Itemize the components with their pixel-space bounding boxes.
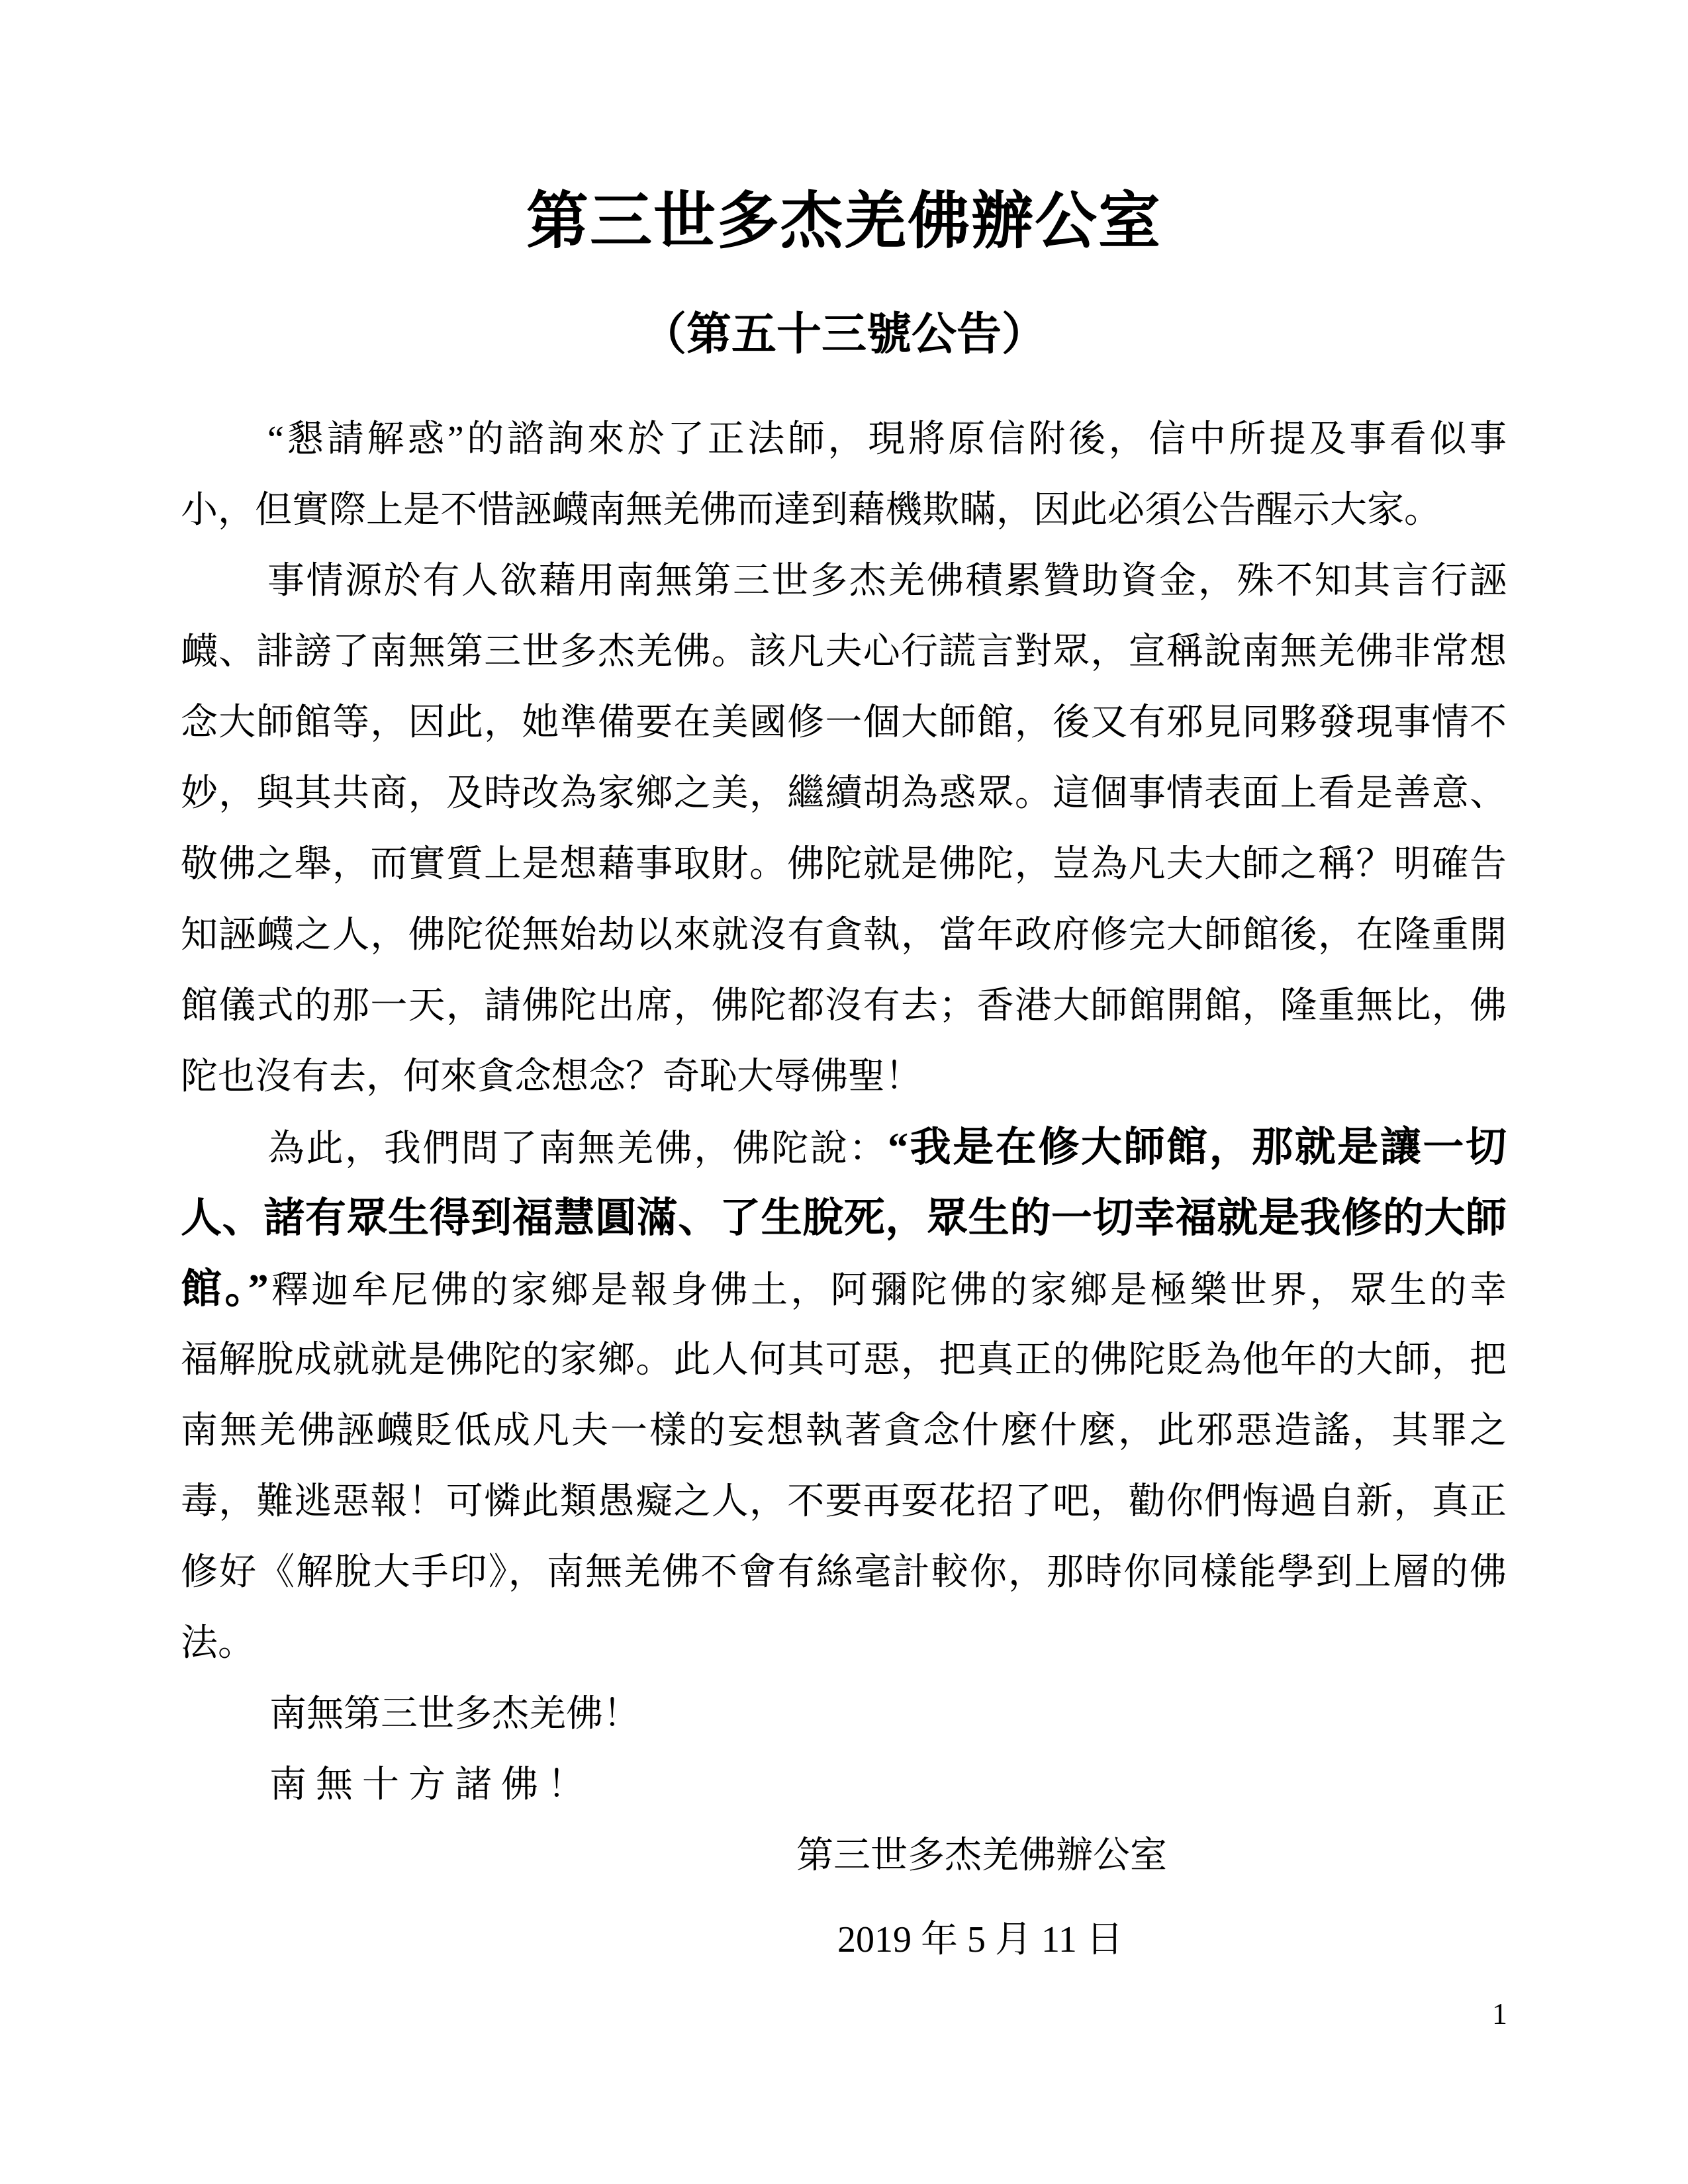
paragraph-line: “懇請解惑”的諮詢來於了正法師，現將原信附後，信中所提及事看似事 xyxy=(267,419,1507,460)
paragraph-line: 毒，難逃惡報！可憐此類愚癡之人，不要再耍花招了吧，勸你們悔過自新，真正 xyxy=(181,1481,1507,1522)
paragraph-line: 館儀式的那一天，請佛陀出席，佛陀都沒有去；香港大師館開館，隆重無比，佛 xyxy=(181,985,1507,1026)
closing-homage-2: 南無十方諸佛！ xyxy=(269,1764,594,1805)
buddha-quote-bold: “我是在修大師館，那就是讓一切 xyxy=(888,1125,1507,1170)
page-number: 1 xyxy=(1492,1997,1507,2030)
paragraph-line: 知誣衊之人，佛陀從無始劫以來就沒有貪執，當年政府修完大師館後，在隆重開 xyxy=(181,915,1507,956)
paragraph-line xyxy=(181,1254,1507,1325)
signature-office: 第三世多杰羌佛辦公室 xyxy=(796,1835,1167,1876)
paragraph-line xyxy=(181,1113,1507,1183)
paragraph-line: 衊、誹謗了南無第三世多杰羌佛。該凡夫心行謊言對眾，宣稱說南無羌佛非常想 xyxy=(181,631,1507,672)
announcement-number: （第五十三號公告） xyxy=(641,309,1047,359)
closing-homage-1: 南無第三世多杰羌佛！ xyxy=(269,1694,640,1735)
document-title: 第三世多杰羌佛辦公室 xyxy=(526,187,1162,256)
buddha-quote-bold: 人、諸有眾生得到福慧圓滿、了生脫死，眾生的一切幸福就是我修的大師 xyxy=(181,1196,1507,1241)
paragraph-line: 小，但實際上是不惜誣衊南無羌佛而達到藉機欺瞞，因此必須公告醒示大家。 xyxy=(181,490,1441,531)
paragraph-line: 福解脫成就就是佛陀的家鄉。此人何其可惡，把真正的佛陀貶為他年的大師，把 xyxy=(181,1340,1507,1381)
narration-text: 釋迦牟尼佛的家鄉是報身佛土，阿彌陀佛的家鄉是極樂世界，眾生的幸 xyxy=(268,1270,1507,1311)
paragraph-line: 念大師館等，因此，她準備要在美國修一個大師館，後又有邪見同夥發現事情不 xyxy=(181,702,1507,743)
paragraph-line: 法。 xyxy=(181,1623,255,1664)
paragraph-line: 修好《解脫大手印》，南無羌佛不會有絲毫計較你，那時你同樣能學到上層的佛 xyxy=(181,1552,1507,1593)
paragraph-line: 妙，與其共商，及時改為家鄉之美，繼續胡為惑眾。這個事情表面上看是善意、 xyxy=(181,773,1507,814)
paragraph-line xyxy=(181,1183,1507,1254)
paragraph-line: 南無羌佛誣衊貶低成凡夫一樣的妄想執著貪念什麼什麼，此邪惡造謠，其罪之 xyxy=(181,1410,1507,1451)
paragraph-line: 事情源於有人欲藉用南無第三世多杰羌佛積累贊助資金，殊不知其言行誣 xyxy=(267,561,1507,602)
paragraph-line: 敬佛之舉，而實質上是想藉事取財。佛陀就是佛陀，豈為凡夫大師之稱？明確告 xyxy=(181,844,1507,885)
buddha-quote-bold: 館。” xyxy=(181,1267,269,1312)
paragraph-line: 陀也沒有去，何來貪念想念？奇恥大辱佛聖！ xyxy=(181,1056,922,1097)
narration-text: 為此，我們問了南無羌佛，佛陀說： xyxy=(267,1128,888,1169)
body-text xyxy=(181,404,1507,1976)
signature-date: 2019 年 5 月 11 日 xyxy=(837,1919,1123,1960)
